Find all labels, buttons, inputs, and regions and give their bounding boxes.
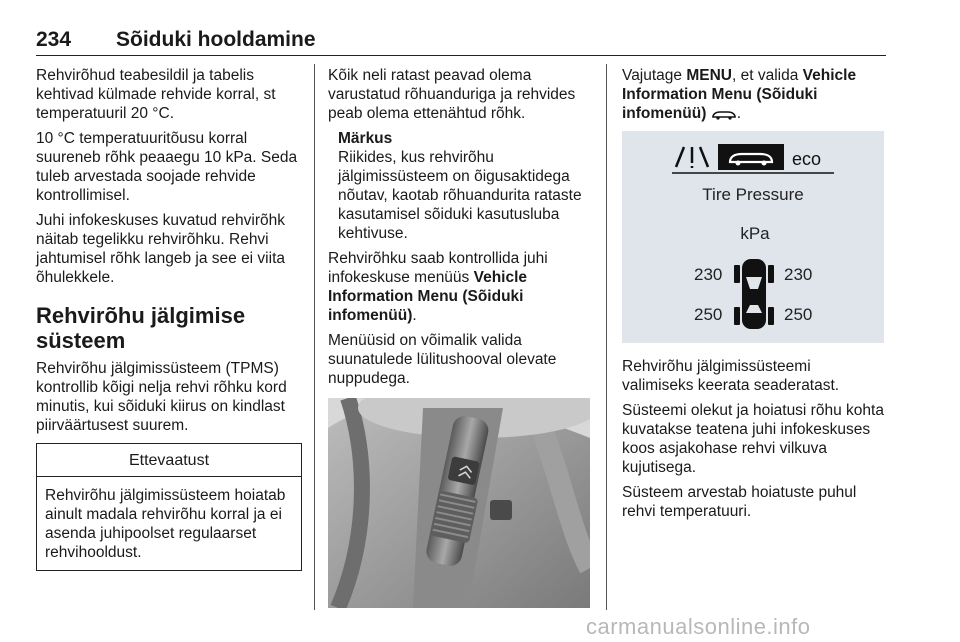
paragraph <box>328 249 590 325</box>
paragraph: Rehvirõhud teabesildil ja tabelis kehtivad külmade rehvide korral, st temperatuuril 20 °C. <box>36 67 276 122</box>
front-right-pressure: 230 <box>784 265 813 284</box>
paragraph: Rehvirõhu jälgimissüsteemi valimiseks keerata seaderatast. <box>622 358 840 394</box>
caution-box <box>36 443 302 571</box>
paragraph: Süsteem arvestab hoiatuste puhul rehvi temperatuuri. <box>622 484 857 520</box>
rear-left-pressure: 250 <box>694 305 723 324</box>
paragraph: Juhi infokeskuses kuvatud rehvirõhk näitab tegelikku rehvirõhku. Rehvi jahtumisel rõhk langeb ja see ei viita õhulekkele. <box>36 212 285 286</box>
vehicle-menu-tab <box>718 144 784 170</box>
note-text: Riikides, kus rehvirõhu jälgimissüsteem on õigusaktidega nõutav, kaotab rõhuandurita rataste kasutamisel sõiduki kasutusluba kehtivuse. <box>338 149 582 242</box>
column-divider-2 <box>606 64 607 610</box>
page-header <box>36 28 886 56</box>
vehicle-icon <box>711 108 737 120</box>
paragraph: 10 °C temperatuuritõusu korral suureneb rõhk peaaegu 10 kPa. Seda tuleb arvestada soojade rehvide kontrollimisel. <box>36 130 298 204</box>
text: Vajutage <box>622 67 687 84</box>
text: . <box>736 105 741 122</box>
screen-title: Tire Pressure <box>702 185 804 204</box>
stalk-illustration <box>328 398 590 608</box>
note-block <box>328 129 590 243</box>
menu-button-label: MENU <box>686 67 732 84</box>
pressure-unit: kPa <box>740 224 770 243</box>
paragraph: Menüüsid on võimalik valida suunatulede lülitushooval olevate nuppudega. <box>328 332 557 387</box>
paragraph: Süsteemi olekut ja hoiatusi rõhu kohta kuvatakse teatena juhi infokeskuses koos asjakohase rehvi vilkuva kujutisega. <box>622 402 884 476</box>
text: Rehvirõhku saab kontrollida juhi infokeskuse menüüs <box>328 250 548 286</box>
column-3 <box>622 66 884 527</box>
menu-name: Vehicle Information Menu (Sõiduki infomenüü) <box>622 67 857 122</box>
section-heading: Rehvirõhu jälgimise süsteem <box>36 303 246 353</box>
rear-right-pressure: 250 <box>784 305 813 324</box>
tire-pressure-display-image <box>622 131 884 343</box>
turn-signal-stalk-image <box>328 398 590 608</box>
caution-text: Rehvirõhu jälgimissüsteem hoiatab ainult madala rehvirõhu korral ja ei asenda juhipoolset regulaarset rehvihooldust. <box>45 487 286 561</box>
watermark: carmanualsonline.info <box>586 614 811 639</box>
text: . <box>412 307 417 324</box>
column-1 <box>36 66 302 571</box>
column-divider-1 <box>314 64 315 610</box>
eco-label: eco <box>792 149 822 169</box>
caution-title: Ettevaatust <box>37 444 301 477</box>
paragraph: Rehvirõhu jälgimissüsteem (TPMS) kontrollib kõigi nelja rehvi rõhku kord minutis, kui sõiduki kiirus on kindlast piirväärtusest suurem. <box>36 360 287 434</box>
page-number: 234 <box>36 28 72 51</box>
tire-pressure-display <box>622 131 884 343</box>
page-title: Sõiduki hooldamine <box>116 28 316 51</box>
front-left-pressure: 230 <box>694 265 723 284</box>
column-2 <box>328 66 590 608</box>
note-title: Märkus <box>338 130 393 147</box>
paragraph: Kõik neli ratast peavad olema varustatud rõhuanduriga ja rehvides peab olema ettenähtud rõhk. <box>328 67 576 122</box>
text: , et valida <box>732 67 803 84</box>
paragraph <box>622 66 884 123</box>
menu-name: Vehicle Information Menu (Sõiduki infomenüü) <box>328 269 528 324</box>
